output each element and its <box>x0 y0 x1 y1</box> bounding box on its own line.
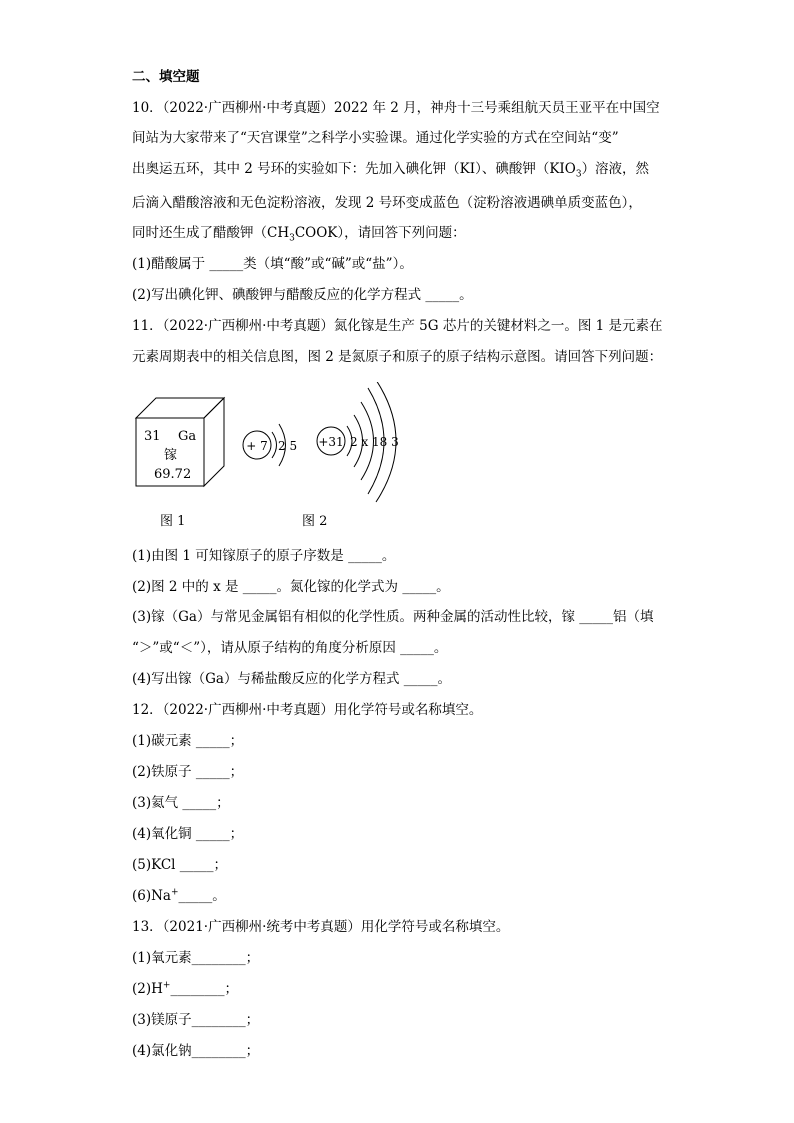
figure-1-caption: 图 1 <box>160 514 186 529</box>
q13-line-1: 13．（2021·广西柳州·统考中考真题）用化学符号或名称填空。 <box>132 919 510 935</box>
q12-sub-5: (5)KCl _____； <box>132 857 228 873</box>
q12-sub-1: (1)碳元素 _____； <box>132 733 244 749</box>
q11-sub-4: (4)写出镓（Ga）与稀盐酸反应的化学方程式 _____。 <box>132 671 451 687</box>
element-name: 镓 <box>164 448 178 463</box>
q13-sub-2: (2)H+________； <box>132 980 238 997</box>
q13-sub-1: (1)氧元素________； <box>132 950 260 966</box>
q10-sub-1: (1)醋酸属于 _____类（填“酸”或“碱”或“盐”）。 <box>132 256 413 272</box>
q13-sub-3: (3)镁原子________； <box>132 1012 260 1028</box>
q10-line-2: 间站为大家带来了“天宫课堂”之科学小实验课。通过化学实验的方式在空间站“变” <box>132 130 619 146</box>
q11-sub-3a: (3)镓（Ga）与常见金属铝有相似的化学性质。两种金属的活动性比较，镓 _____铝（填 <box>132 609 654 625</box>
q12-line-1: 12．（2022·广西柳州·中考真题）用化学符号或名称填空。 <box>132 702 483 718</box>
element-symbol: Ga <box>178 429 197 444</box>
q12-sub-3: (3)氦气 _____； <box>132 795 230 811</box>
q10-line-4: 后滴入醋酸溶液和无色淀粉溶液，发现 2 号环变成蓝色（淀粉溶液遇碘单质变蓝色）， <box>132 195 642 211</box>
q13-sub-4: (4)氯化钠________； <box>132 1043 260 1059</box>
q12-sub-2: (2)铁原子 _____； <box>132 764 244 780</box>
q11-line-1: 11．（2022·广西柳州·中考真题）氮化镓是生产 5G 芯片的关键材料之一。图 1 是元素在 <box>132 318 663 334</box>
q11-sub-1: (1)由图 1 可知镓原子的原子序数是 _____。 <box>132 548 396 564</box>
q11-sub-3b: “＞”或“＜”），请从原子结构的角度分析原因 _____。 <box>132 640 448 656</box>
q12-sub-4: (4)氧化铜 _____； <box>132 826 244 842</box>
element-number: 31 <box>144 429 161 444</box>
q11-line-2: 元素周期表中的相关信息图，图 2 是氮原子和原子的原子结构示意图。请回答下列问题： <box>132 349 663 365</box>
q11-sub-2: (2)图 2 中的 x 是 _____。氮化镓的化学式为 _____。 <box>132 579 450 595</box>
q12-sub-6: (6)Na+_____。 <box>132 887 226 904</box>
element-mass: 69.72 <box>154 467 192 482</box>
q10-sub-2: (2)写出碘化钾、碘酸钾与醋酸反应的化学方程式 _____。 <box>132 287 473 303</box>
q10-line-1: 10．（2022·广西柳州·中考真题）2022 年 2 月，神舟十三号乘组航天员王亚平在中国空 <box>132 100 660 116</box>
q10-line-5: 同时还生成了醋酸钾$(CH_3COOK)$，请回答下列问题： <box>132 225 466 244</box>
q10-line-3: 出奥运五环，其中 2 号环的实验如下：先加入碘化钾（KI）、碘酸钾$(KIO_3)$溶液，然 <box>132 161 650 180</box>
gallium-nucleus-label: +31 <box>318 435 344 449</box>
q11-figure <box>130 382 430 532</box>
section-title: 二、填空题 <box>132 69 200 85</box>
nitrogen-nucleus-label: + 7 <box>246 439 268 453</box>
figure-2-caption: 图 2 <box>302 514 328 529</box>
nitrogen-electrons: 2 5 <box>278 439 298 453</box>
gallium-electrons: 2 x 18 3 <box>350 435 399 449</box>
